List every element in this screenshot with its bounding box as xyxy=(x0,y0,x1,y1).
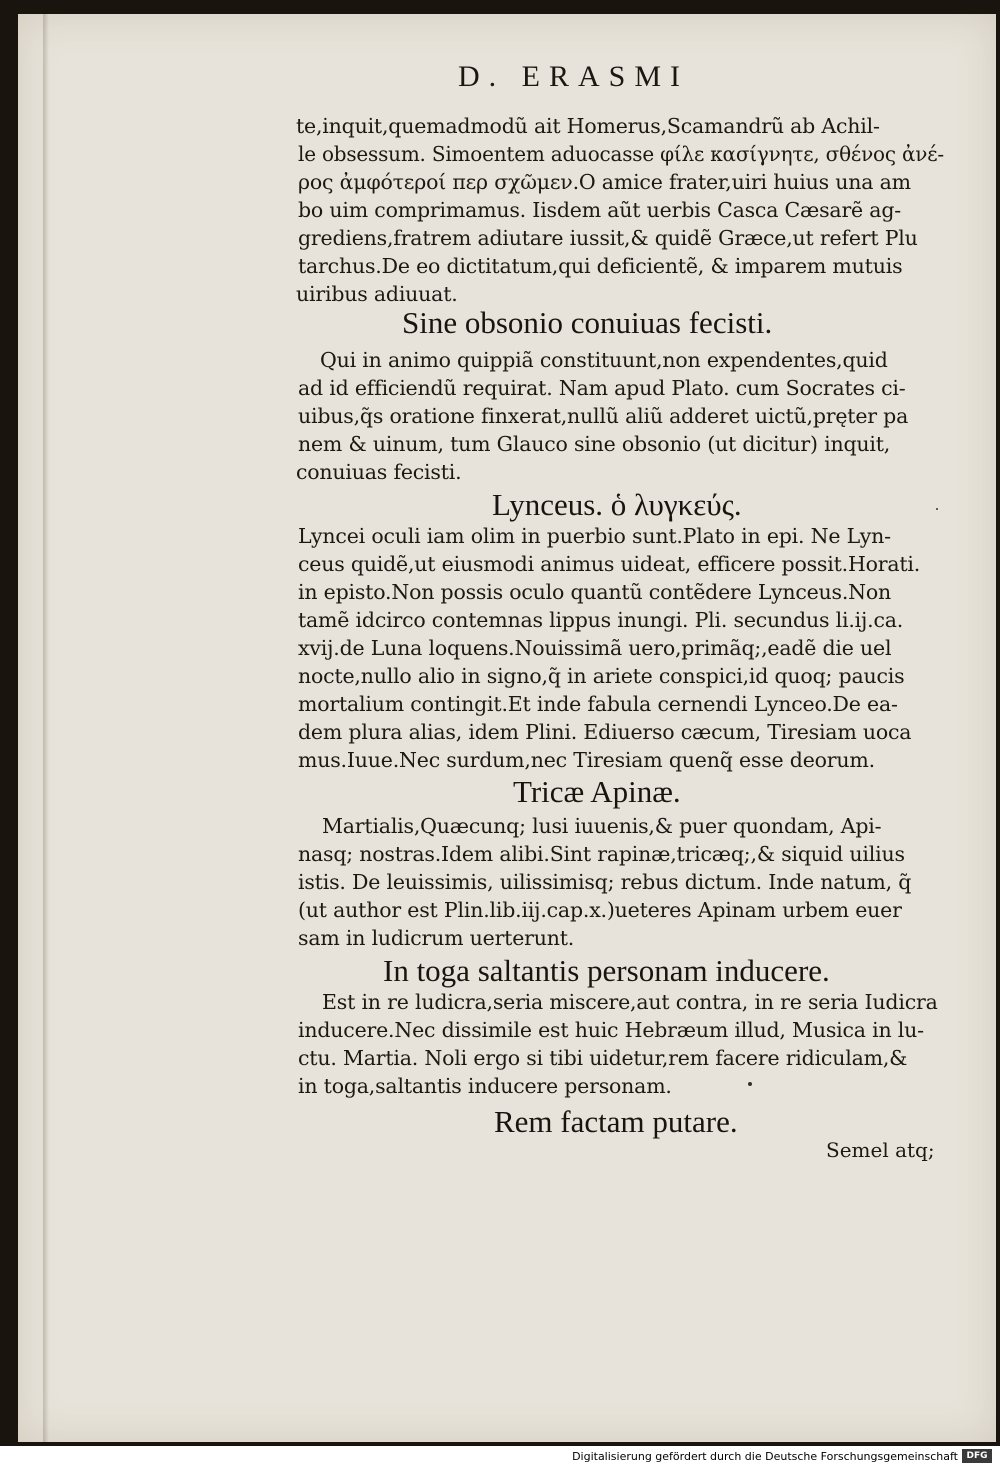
text-line: ad id efficiendũ requirat. Nam apud Plato. cum Socrates ci- xyxy=(298,376,906,400)
text-line: istis. De leuissimis, uilissimisq; rebus dictum. Inde natum, q̃ xyxy=(298,870,912,894)
text-line: tarchus.De eo dictitatum,qui deficientẽ, & imparem mutuis xyxy=(298,254,903,278)
section-heading: Lynceus. ὁ λυγκεύς. xyxy=(492,487,742,522)
section-heading: Rem factam putare. xyxy=(494,1104,738,1139)
text-line: conuiuas fecisti. xyxy=(296,460,462,484)
text-line: mortalium contingit.Et inde fabula cernendi Lynceo.De ea- xyxy=(298,692,898,716)
text-line: uiribus adiuuat. xyxy=(296,282,458,306)
running-head: D. ERASMI xyxy=(458,60,690,93)
text-line: uibus,q̃s oratione finxerat,nullũ aliũ adderet uictũ,pręter pa xyxy=(298,404,909,428)
text-line: inducere.Nec dissimile est huic Hebræum illud, Musica in lu- xyxy=(298,1018,924,1042)
text-line: ρος ἀμφότεροί περ σχῶμεν.O amice frater,uiri huius una am xyxy=(298,170,911,194)
text-line: nasq; nostras.Idem alibi.Sint rapinæ,tricæq;,& siquid uilius xyxy=(298,842,905,866)
section-heading: Tricæ Apinæ. xyxy=(513,774,681,809)
text-line: xvij.de Luna loquens.Nouissimã uero,primãq;,eadẽ die uel xyxy=(298,636,892,660)
ink-speck xyxy=(748,1082,752,1086)
text-line: in episto.Non possis oculo quantũ contẽdere Lynceus.Non xyxy=(298,580,892,604)
page-gutter xyxy=(43,14,49,1442)
text-line: te,inquit,quemadmodũ ait Homerus,Scamandrũ ab Achil- xyxy=(296,114,880,138)
ink-speck xyxy=(936,508,938,510)
dfg-logo: DFG xyxy=(962,1449,992,1463)
text-line: le obsessum. Simoentem aduocasse φίλε κασίγνητε, σθένος ἀνέ- xyxy=(298,142,944,166)
text-line: nocte,nullo alio in signo,q̃ in ariete conspici,id quoq; paucis xyxy=(298,664,905,688)
text-line: mus.Iuue.Nec surdum,nec Tiresiam quenq̃ esse deorum. xyxy=(298,748,875,772)
text-line: Qui in animo quippiã constituunt,non expendentes,quid xyxy=(320,348,888,372)
text-line: Lyncei oculi iam olim in puerbio sunt.Plato in epi. Ne Lyn- xyxy=(298,524,891,548)
section-heading: In toga saltantis personam inducere. xyxy=(383,953,830,988)
funding-credit: Digitalisierung gefördert durch die Deutsche Forschungsgemeinschaft xyxy=(572,1450,958,1463)
text-line: sam in ludicrum uerterunt. xyxy=(298,926,575,950)
text-line: ctu. Martia. Noli ergo si tibi uidetur,rem facere ridiculam,& xyxy=(298,1046,908,1070)
text-line: Est in re ludicra,seria miscere,aut contra, in re seria Iudicra xyxy=(322,990,938,1014)
catchword: Semel atq; xyxy=(826,1138,935,1162)
text-line: nem & uinum, tum Glauco sine obsonio (ut dicitur) inquit, xyxy=(298,432,891,456)
text-line: dem plura alias, idem Plini. Ediuerso cæcum, Tiresiam uoca xyxy=(298,720,912,744)
text-line: tamẽ idcirco contemnas lippus inungi. Pli. secundus li.ij.ca. xyxy=(298,608,904,632)
text-line: Martialis,Quæcunq; lusi iuuenis,& puer quondam, Api- xyxy=(322,814,882,838)
footer-bar xyxy=(0,1446,1000,1468)
text-line: ceus quidẽ,ut eiusmodi animus uideat, efficere possit.Horati. xyxy=(298,552,921,576)
text-line: grediens,fratrem adiutare iussit,& quidẽ Græce,ut refert Plu xyxy=(298,226,918,250)
text-line: (ut author est Plin.lib.iij.cap.x.)ueteres Apinam urbem euer xyxy=(298,898,902,922)
text-line: bo uim comprimamus. Iisdem aũt uerbis Casca Cæsarẽ ag- xyxy=(298,198,901,222)
text-line: in toga,saltantis inducere personam. xyxy=(298,1074,672,1098)
section-heading: Sine obsonio conuiuas fecisti. xyxy=(402,305,773,340)
